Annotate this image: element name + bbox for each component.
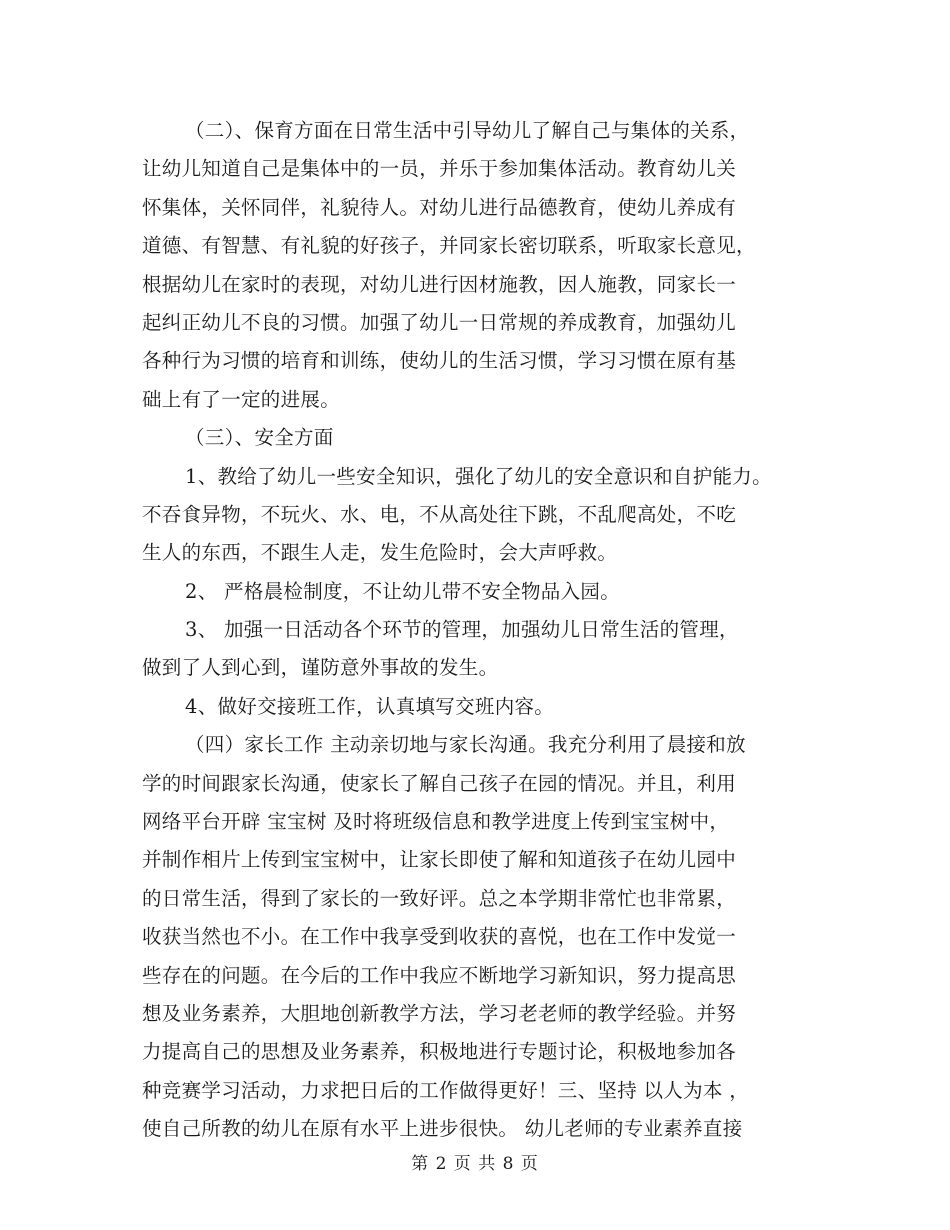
paragraph-line: 不吞食异物，不玩火、水、电，不从高处往下跳，不乱爬高处，不吃 <box>142 502 737 526</box>
paragraph-line: 想及业务素养，大胆地创新教学方法，学习老老师的教学经验。并努 <box>142 1001 737 1025</box>
paragraph-line: 2、 严格晨检制度，不让幼儿带不安全物品入园。 <box>185 579 621 603</box>
section-heading: （三）、安全方面 <box>185 426 334 450</box>
paragraph-line: 种竞赛学习活动，力求把日后的工作做得更好！三、坚持 以人为本 ， <box>142 1078 749 1102</box>
paragraph-line: 各种行为习惯的培育和训练，使幼儿的生活习惯，学习习惯在原有基 <box>142 349 737 373</box>
paragraph-line: 3、 加强一日活动各个环节的管理，加强幼儿日常生活的管理， <box>185 618 739 642</box>
paragraph-line: 做到了人到心到，谨防意外事故的发生。 <box>142 656 499 680</box>
paragraph-line: 道德、有智慧、有礼貌的好孩子，并同家长密切联系，听取家长意见， <box>142 234 756 258</box>
paragraph-line: 网络平台开辟 宝宝树 及时将班级信息和教学进度上传到宝宝树中， <box>142 810 730 834</box>
paragraph-line: 的日常生活，得到了家长的一致好评。总之本学期非常忙也非常累， <box>142 886 737 910</box>
paragraph-line: 4、做好交接班工作，认真填写交班内容。 <box>185 694 555 718</box>
paragraph-line: 础上有了一定的进展。 <box>142 387 341 411</box>
paragraph-line: 并制作相片上传到宝宝树中，让家长即使了解和知道孩子在幼儿园中 <box>142 848 737 872</box>
paragraph-line: 怀集体，关怀同伴，礼貌待人。对幼儿进行品德教育，使幼儿养成有 <box>142 195 737 219</box>
paragraph-line: 生人的东西，不跟生人走，发生危险时，会大声呼救。 <box>142 541 618 565</box>
paragraph-line: 些存在的问题。在今后的工作中我应不断地学习新知识，努力提高思 <box>142 963 737 987</box>
paragraph-line: 起纠正幼儿不良的习惯。加强了幼儿一日常规的养成教育，加强幼儿 <box>142 310 737 334</box>
paragraph-line: （二）、保育方面在日常生活中引导幼儿了解自己与集体的关系， <box>185 119 750 142</box>
paragraph-line: 让幼儿知道自己是集体中的一员，并乐于参加集体活动。教育幼儿关 <box>142 157 737 181</box>
paragraph-line: 使自己所教的幼儿在原有水平上进步很快。 幼儿老师的专业素养直接 <box>142 1117 743 1141</box>
document-body <box>142 112 842 1149</box>
paragraph-line: 1、教给了幼儿一些安全知识，强化了幼儿的安全意识和自护能力。 <box>185 464 772 488</box>
paragraph-line: 学的时间跟家长沟通，使家长了解自己孩子在园的情况。并且，利用 <box>142 771 737 795</box>
paragraph-line: 力提高自己的思想及业务素养，积极地进行专题讨论，积极地参加各 <box>142 1040 737 1064</box>
paragraph-line: （四）家长工作 主动亲切地与家长沟通。我充分利用了晨接和放 <box>185 733 746 757</box>
paragraph-line: 收获当然也不小。在工作中我享受到收获的喜悦，也在工作中发觉一 <box>142 925 737 949</box>
page-number-footer: 第 2 页 共 8 页 <box>411 1154 539 1174</box>
paragraph-line: 根据幼儿在家时的表现，对幼儿进行因材施教，因人施教，同家长一 <box>142 272 737 296</box>
